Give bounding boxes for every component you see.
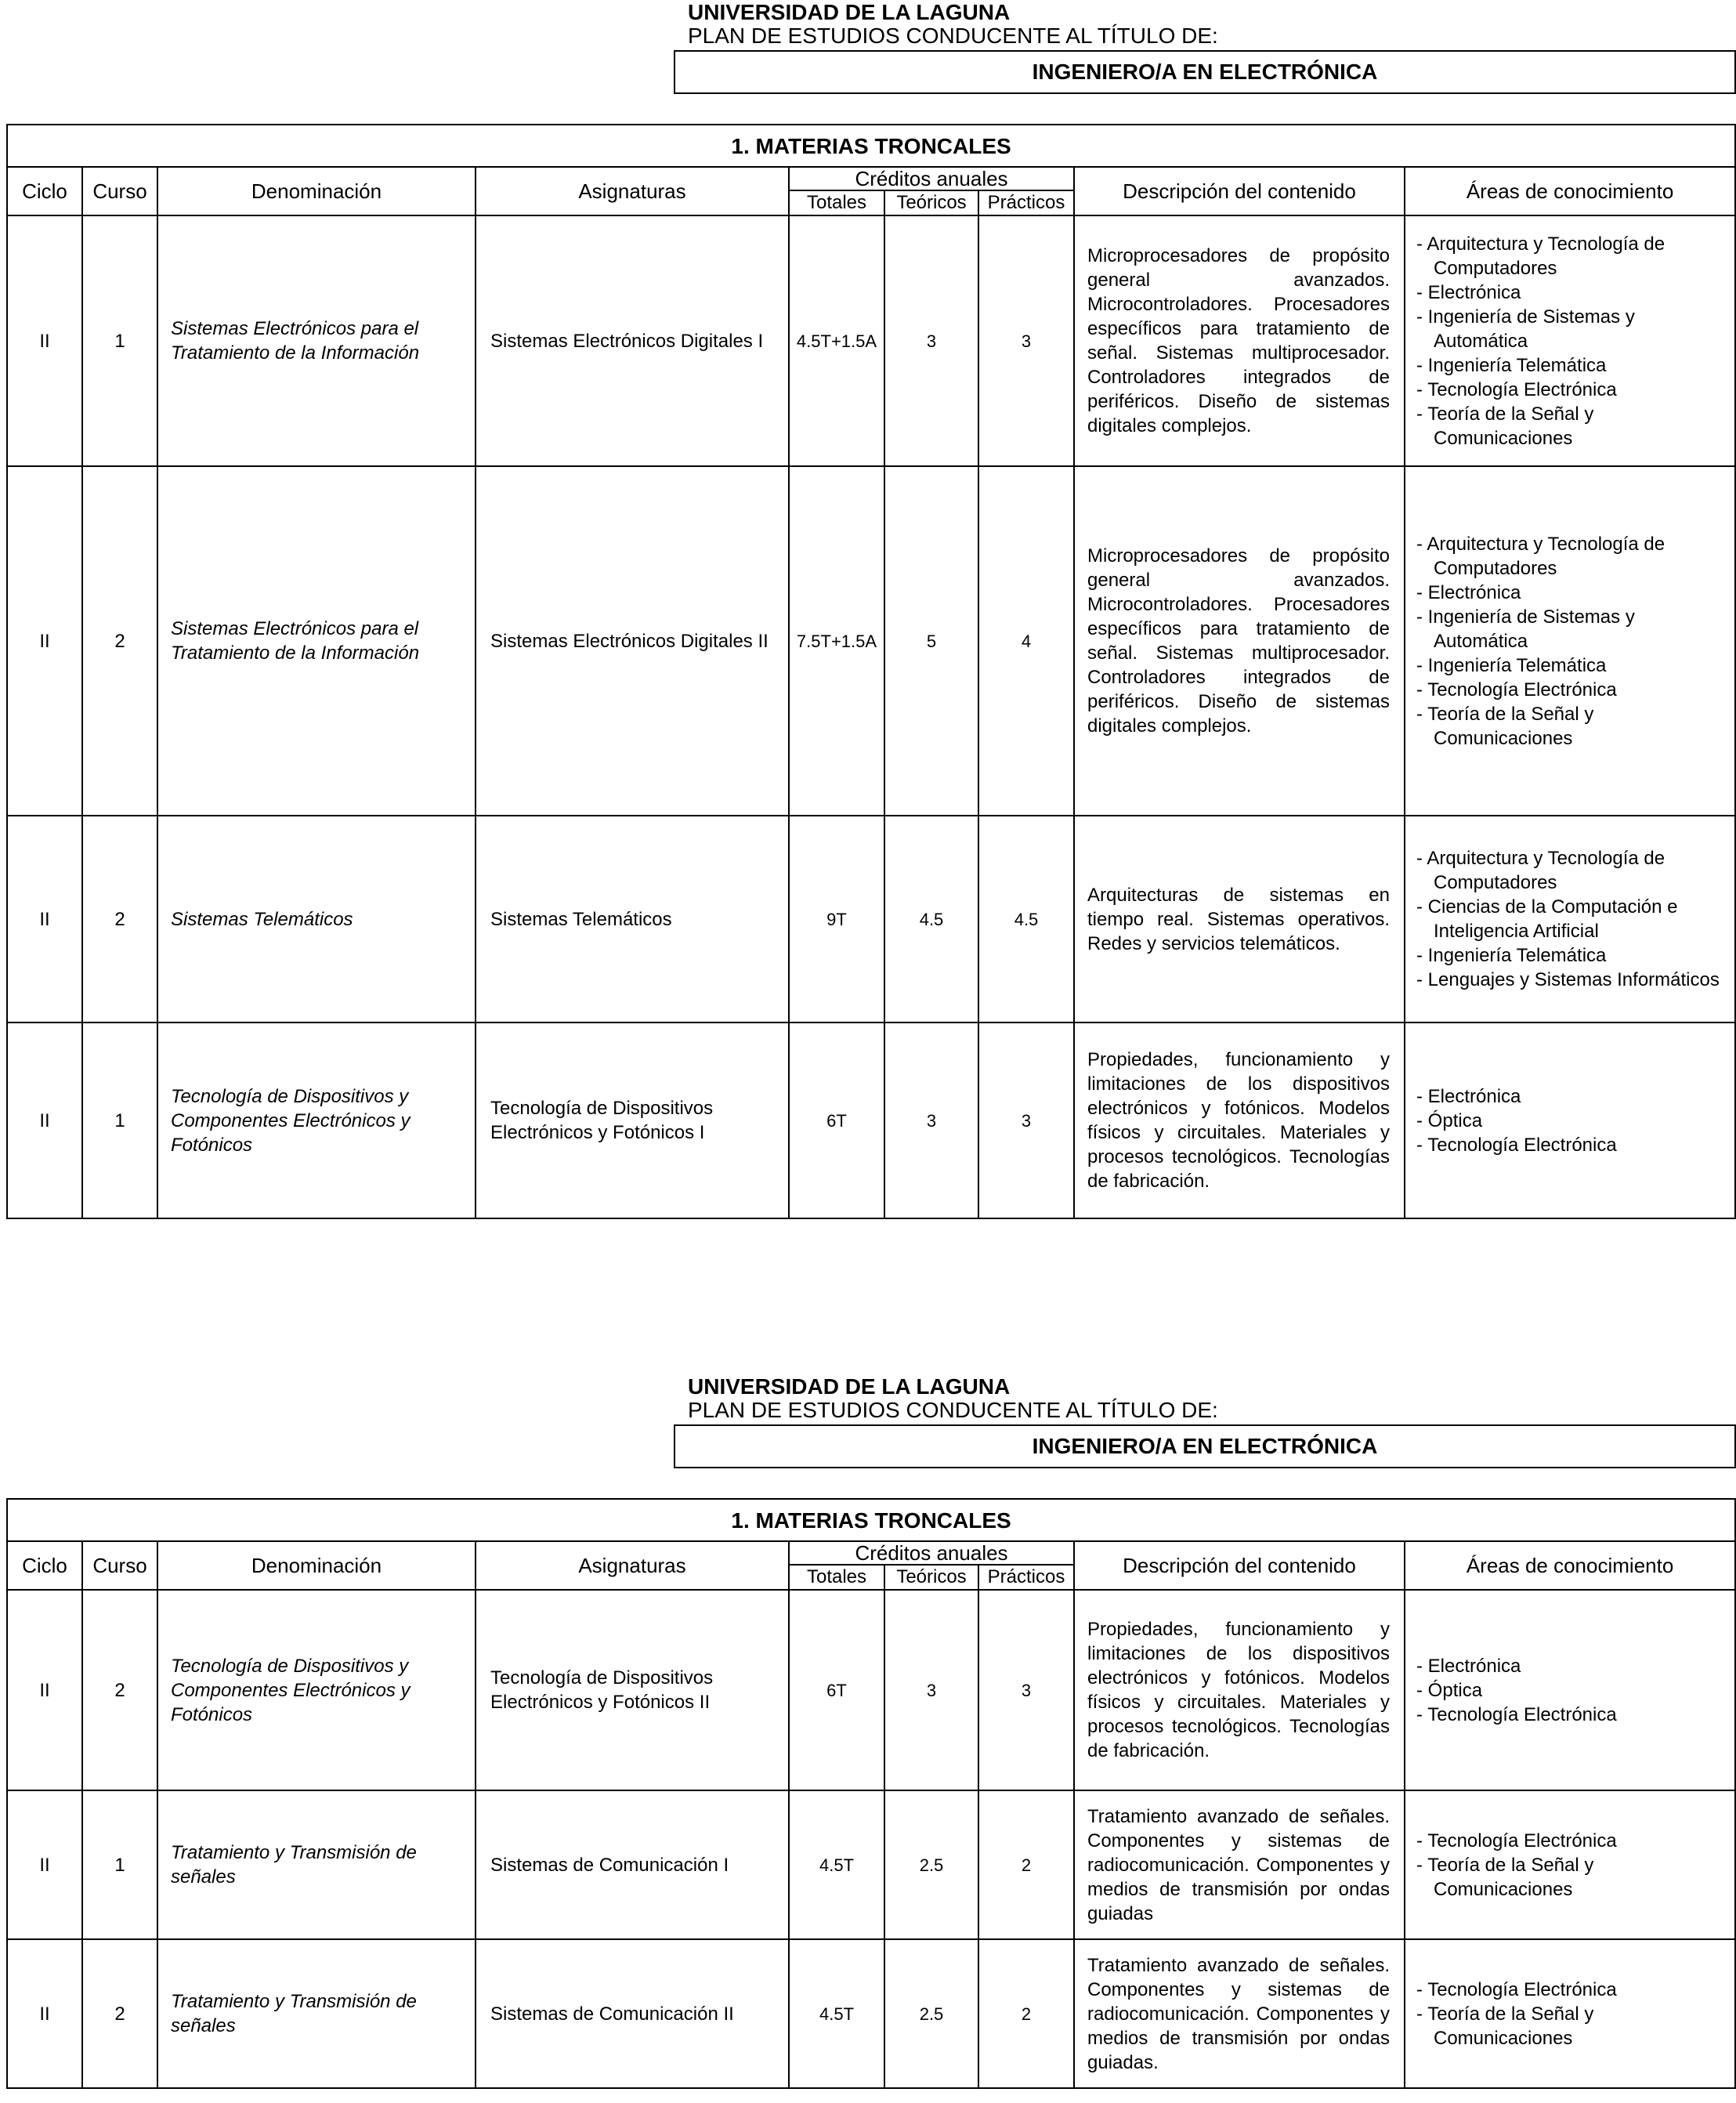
- table-row: [7, 1023, 1735, 1218]
- header-teoricos: Teóricos: [884, 1565, 978, 1590]
- cell-practicos: 3: [978, 215, 1074, 466]
- area-item: - Electrónica: [1416, 281, 1725, 305]
- header-practicos: Prácticos: [978, 1565, 1074, 1590]
- area-item: - Teoría de la Señal y Comunicaciones: [1416, 2002, 1725, 2051]
- header-asignaturas: Asignaturas: [476, 167, 789, 215]
- header-teoricos: Teóricos: [884, 190, 978, 215]
- cell-descripcion: Microprocesadores de propósito general avanzados. Microcontroladores. Procesadores específicos para tratamiento de señal. Sistemas multiprocesador. Controladores integrados de periféricos. Diseño de sistemas digitales complejos.: [1074, 466, 1405, 816]
- cell-practicos: 2: [978, 1790, 1074, 1939]
- cell-ciclo: II: [7, 466, 82, 816]
- table-row: [7, 466, 1735, 816]
- area-item: - Tecnología Electrónica: [1416, 378, 1725, 402]
- cell-practicos: 4: [978, 466, 1074, 816]
- cell-practicos: 3: [978, 1023, 1074, 1218]
- area-item: - Ciencias de la Computación e Inteligencia Artificial: [1416, 895, 1725, 943]
- header-denominacion: Denominación: [157, 167, 476, 215]
- cell-teoricos: 2.5: [884, 1939, 978, 2088]
- cell-descripcion: Microprocesadores de propósito general avanzados. Microcontroladores. Procesadores específicos para tratamiento de señal. Sistemas multiprocesador. Controladores integrados de periféricos. Diseño de sistemas digitales complejos.: [1074, 215, 1405, 466]
- cell-areas: [1405, 466, 1735, 816]
- cell-teoricos: 2.5: [884, 1790, 978, 1939]
- header-areas: Áreas de conocimiento: [1405, 167, 1735, 215]
- cell-totales: 6T: [789, 1590, 884, 1790]
- header-descripcion: Descripción del contenido: [1074, 1541, 1405, 1590]
- cell-practicos: 3: [978, 1590, 1074, 1790]
- area-item: - Arquitectura y Tecnología de Computadores: [1416, 532, 1725, 581]
- cell-teoricos: 3: [884, 1590, 978, 1790]
- cell-denominacion: Tecnología de Dispositivos y Componentes Electrónicos y Fotónicos: [157, 1023, 476, 1218]
- cell-curso: 1: [82, 1023, 157, 1218]
- area-item: - Tecnología Electrónica: [1416, 678, 1725, 702]
- university-name: UNIVERSIDAD DE LA LAGUNA: [688, 0, 1011, 24]
- cell-curso: 2: [82, 1590, 157, 1790]
- cell-descripcion: Tratamiento avanzado de señales. Componentes y sistemas de radiocomunicación. Componentes y medios de transmisión por ondas guiadas.: [1074, 1939, 1405, 2088]
- cell-ciclo: II: [7, 1939, 82, 2088]
- cell-denominacion: Sistemas Electrónicos para el Tratamiento de la Información: [157, 215, 476, 466]
- cell-teoricos: 3: [884, 215, 978, 466]
- cell-denominacion: Tratamiento y Transmisión de señales: [157, 1790, 476, 1939]
- area-item: - Tecnología Electrónica: [1416, 1703, 1725, 1727]
- area-item: - Ingeniería Telemática: [1416, 943, 1725, 968]
- area-item: - Electrónica: [1416, 1654, 1725, 1678]
- cell-asignatura: Sistemas Telemáticos: [476, 816, 789, 1023]
- degree-title: INGENIERO/A EN ELECTRÓNICA: [674, 50, 1736, 94]
- cell-asignatura: Tecnología de Dispositivos Electrónicos y Fotónicos II: [476, 1590, 789, 1790]
- cell-teoricos: 5: [884, 466, 978, 816]
- cell-curso: 2: [82, 816, 157, 1023]
- cell-areas: [1405, 1939, 1735, 2088]
- header-curso: Curso: [82, 1541, 157, 1590]
- cell-totales: 6T: [789, 1023, 884, 1218]
- plan-title: PLAN DE ESTUDIOS CONDUCENTE AL TÍTULO DE:: [688, 24, 1218, 48]
- cell-totales: 7.5T+1.5A: [789, 466, 884, 816]
- cell-asignatura: Sistemas de Comunicación II: [476, 1939, 789, 2088]
- cell-areas: [1405, 1023, 1735, 1218]
- cell-curso: 2: [82, 466, 157, 816]
- cell-areas: [1405, 215, 1735, 466]
- cell-asignatura: Tecnología de Dispositivos Electrónicos y Fotónicos I: [476, 1023, 789, 1218]
- area-item: - Electrónica: [1416, 1084, 1725, 1109]
- header-asignaturas: Asignaturas: [476, 1541, 789, 1590]
- area-item: - Ingeniería de Sistemas y Automática: [1416, 305, 1725, 353]
- cell-curso: 1: [82, 1790, 157, 1939]
- area-item: - Teoría de la Señal y Comunicaciones: [1416, 402, 1725, 451]
- cell-ciclo: II: [7, 1023, 82, 1218]
- cell-totales: 9T: [789, 816, 884, 1023]
- cell-areas: [1405, 816, 1735, 1023]
- cell-areas: [1405, 1790, 1735, 1939]
- area-item: - Tecnología Electrónica: [1416, 1829, 1725, 1853]
- area-item: - Electrónica: [1416, 581, 1725, 605]
- header-ciclo: Ciclo: [7, 1541, 82, 1590]
- header-totales: Totales: [789, 190, 884, 215]
- plan-title: PLAN DE ESTUDIOS CONDUCENTE AL TÍTULO DE:: [688, 1398, 1218, 1422]
- area-item: - Ingeniería de Sistemas y Automática: [1416, 605, 1725, 653]
- area-item: - Teoría de la Señal y Comunicaciones: [1416, 1853, 1725, 1902]
- degree-title: INGENIERO/A EN ELECTRÓNICA: [674, 1424, 1736, 1468]
- header-creditos: Créditos anuales: [789, 1541, 1074, 1565]
- header-ciclo: Ciclo: [7, 167, 82, 215]
- table-row: [7, 215, 1735, 466]
- area-item: - Arquitectura y Tecnología de Computadores: [1416, 846, 1725, 895]
- area-item: - Lenguajes y Sistemas Informáticos: [1416, 968, 1725, 992]
- cell-teoricos: 3: [884, 1023, 978, 1218]
- area-item: - Óptica: [1416, 1109, 1725, 1133]
- cell-curso: 1: [82, 215, 157, 466]
- cell-asignatura: Sistemas Electrónicos Digitales I: [476, 215, 789, 466]
- cell-asignatura: Sistemas de Comunicación I: [476, 1790, 789, 1939]
- cell-practicos: 4.5: [978, 816, 1074, 1023]
- cell-totales: 4.5T: [789, 1939, 884, 2088]
- materias-table: [6, 1498, 1736, 2089]
- area-item: - Ingeniería Telemática: [1416, 653, 1725, 678]
- section-title: 1. MATERIAS TRONCALES: [7, 1499, 1735, 1541]
- area-item: - Teoría de la Señal y Comunicaciones: [1416, 702, 1725, 751]
- area-item: - Arquitectura y Tecnología de Computadores: [1416, 232, 1725, 281]
- cell-totales: 4.5T: [789, 1790, 884, 1939]
- header-curso: Curso: [82, 167, 157, 215]
- cell-denominacion: Sistemas Electrónicos para el Tratamiento de la Información: [157, 466, 476, 816]
- area-item: - Óptica: [1416, 1678, 1725, 1703]
- header-areas: Áreas de conocimiento: [1405, 1541, 1735, 1590]
- cell-descripcion: Tratamiento avanzado de señales. Componentes y sistemas de radiocomunicación. Componentes y medios de transmisión por ondas guiadas: [1074, 1790, 1405, 1939]
- area-item: - Tecnología Electrónica: [1416, 1133, 1725, 1157]
- cell-ciclo: II: [7, 1790, 82, 1939]
- cell-denominacion: Tratamiento y Transmisión de señales: [157, 1939, 476, 2088]
- cell-descripcion: Arquitecturas de sistemas en tiempo real. Sistemas operativos. Redes y servicios telemáticos.: [1074, 816, 1405, 1023]
- table-row: [7, 1790, 1735, 1939]
- header-denominacion: Denominación: [157, 1541, 476, 1590]
- header-totales: Totales: [789, 1565, 884, 1590]
- cell-asignatura: Sistemas Electrónicos Digitales II: [476, 466, 789, 816]
- cell-totales: 4.5T+1.5A: [789, 215, 884, 466]
- materias-table: [6, 124, 1736, 1219]
- cell-denominacion: Tecnología de Dispositivos y Componentes Electrónicos y Fotónicos: [157, 1590, 476, 1790]
- header-practicos: Prácticos: [978, 190, 1074, 215]
- cell-practicos: 2: [978, 1939, 1074, 2088]
- cell-denominacion: Sistemas Telemáticos: [157, 816, 476, 1023]
- table-row: [7, 1590, 1735, 1790]
- cell-descripcion: Propiedades, funcionamiento y limitaciones de los dispositivos electrónicos y fotónicos. Modelos físicos y circuitales. Materiales y procesos tecnológicos. Tecnologías de fabricación.: [1074, 1590, 1405, 1790]
- header-creditos: Créditos anuales: [789, 167, 1074, 190]
- table-row: [7, 1939, 1735, 2088]
- area-item: - Ingeniería Telemática: [1416, 353, 1725, 378]
- section-title: 1. MATERIAS TRONCALES: [7, 125, 1735, 167]
- cell-ciclo: II: [7, 215, 82, 466]
- area-item: - Tecnología Electrónica: [1416, 1978, 1725, 2002]
- cell-ciclo: II: [7, 1590, 82, 1790]
- cell-curso: 2: [82, 1939, 157, 2088]
- cell-areas: [1405, 1590, 1735, 1790]
- header-descripcion: Descripción del contenido: [1074, 167, 1405, 215]
- university-name: UNIVERSIDAD DE LA LAGUNA: [688, 1374, 1011, 1399]
- cell-teoricos: 4.5: [884, 816, 978, 1023]
- cell-descripcion: Propiedades, funcionamiento y limitaciones de los dispositivos electrónicos y fotónicos. Modelos físicos y circuitales. Materiales y procesos tecnológicos. Tecnologías de fabricación.: [1074, 1023, 1405, 1218]
- cell-ciclo: II: [7, 816, 82, 1023]
- table-row: [7, 816, 1735, 1023]
